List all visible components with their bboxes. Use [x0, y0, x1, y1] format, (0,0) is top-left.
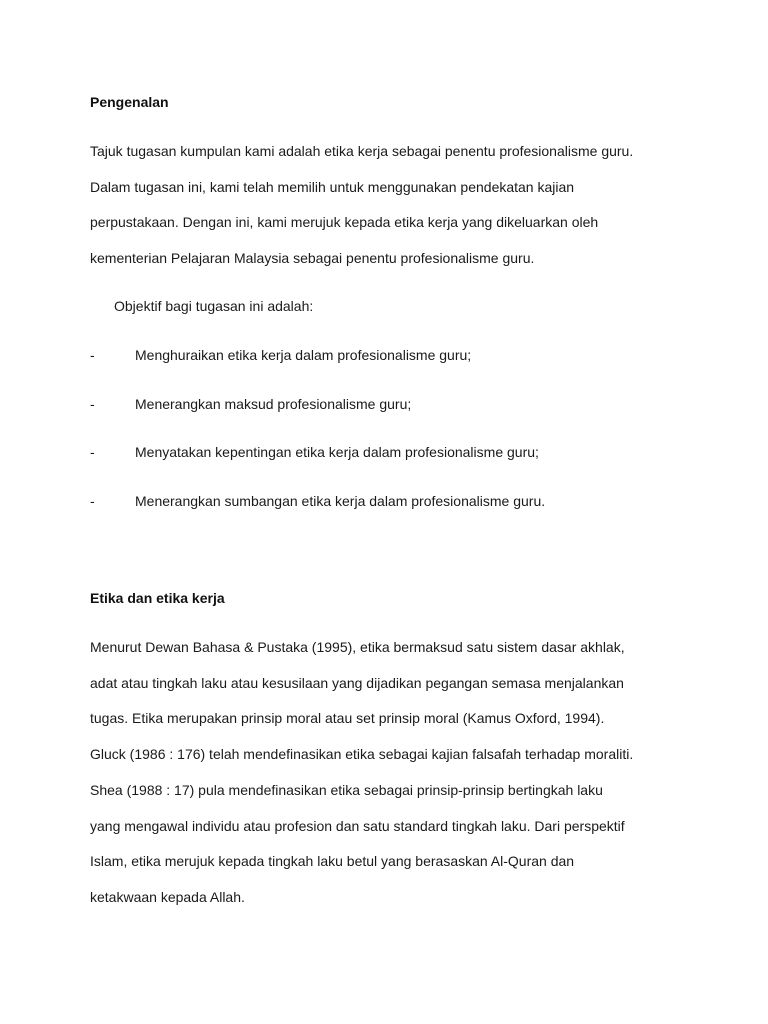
paragraph-line: kementerian Pelajaran Malaysia sebagai penentu profesionalisme guru.: [90, 250, 535, 266]
paragraph-line: yang mengawal individu atau profesion dan satu standard tingkah laku. Dari perspektif: [90, 818, 625, 834]
paragraph-line: Tajuk tugasan kumpulan kami adalah etika kerja sebagai penentu profesionalisme guru.: [90, 143, 634, 159]
paragraph-line: tugas. Etika merupakan prinsip moral atau set prinsip moral (Kamus Oxford, 1994).: [90, 710, 605, 726]
paragraph-line: Islam, etika merujuk kepada tingkah laku betul yang berasaskan Al-Quran dan: [90, 853, 575, 869]
paragraph-line: adat atau tingkah laku atau kesusilaan yang dijadikan pegangan semasa menjalankan: [90, 675, 624, 691]
section-heading-pengenalan: Pengenalan: [90, 94, 169, 110]
list-item-text: Menerangkan maksud profesionalisme guru;: [135, 396, 412, 412]
bullet-dash: -: [90, 444, 95, 460]
paragraph-line: Shea (1988 : 17) pula mendefinasikan etika sebagai prinsip-prinsip bertingkah laku: [90, 782, 603, 798]
paragraph-line: Menurut Dewan Bahasa & Pustaka (1995), etika bermaksud satu sistem dasar akhlak,: [90, 639, 625, 655]
list-item-text: Menghuraikan etika kerja dalam profesionalisme guru;: [135, 347, 472, 363]
paragraph-line: perpustakaan. Dengan ini, kami merujuk kepada etika kerja yang dikeluarkan oleh: [90, 214, 599, 230]
list-item-text: Menyatakan kepentingan etika kerja dalam profesionalisme guru;: [135, 444, 539, 460]
bullet-dash: -: [90, 396, 95, 412]
bullet-dash: -: [90, 347, 95, 363]
list-item-text: Menerangkan sumbangan etika kerja dalam profesionalisme guru.: [135, 493, 546, 509]
paragraph-line: ketakwaan kepada Allah.: [90, 889, 245, 905]
bullet-dash: -: [90, 493, 95, 509]
paragraph-line: Gluck (1986 : 176) telah mendefinasikan etika sebagai kajian falsafah terhadap moraliti.: [90, 746, 634, 762]
objective-intro: Objektif bagi tugasan ini adalah:: [114, 298, 314, 314]
section-heading-etika: Etika dan etika kerja: [90, 590, 225, 606]
paragraph-line: Dalam tugasan ini, kami telah memilih untuk menggunakan pendekatan kajian: [90, 179, 575, 195]
